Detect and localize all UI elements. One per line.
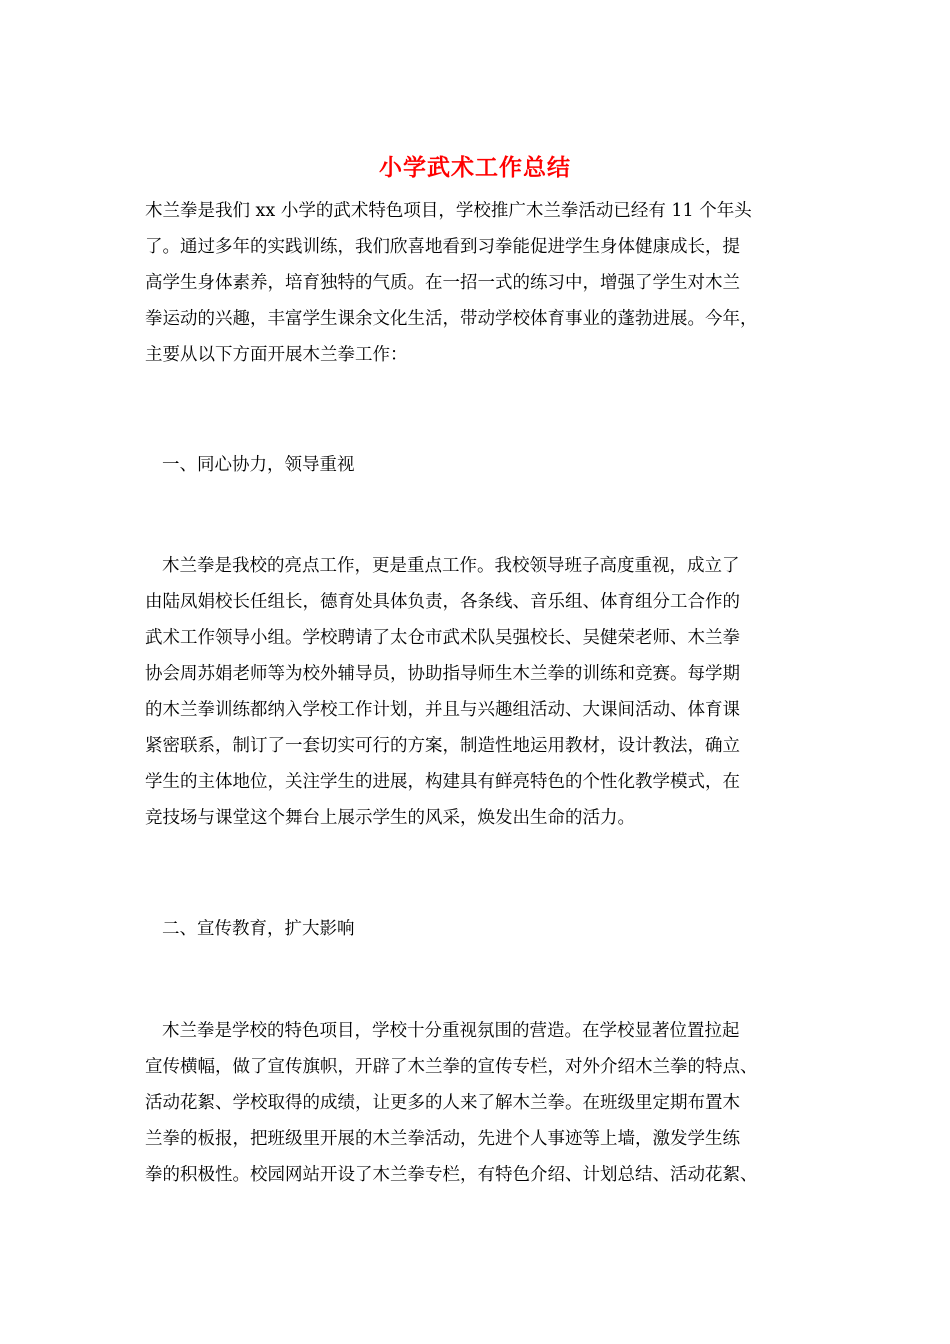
intro-line: 了。通过多年的实践训练，我们欣喜地看到习拳能促进学生身体健康成长，提 (145, 237, 740, 257)
section-heading: 一、同心协力，领导重视 (162, 455, 355, 475)
section1-line: 由陆凤娟校长任组长，德育处具体负责，各条线、音乐组、体育组分工合作的 (145, 592, 740, 612)
intro-line: 拳运动的兴趣，丰富学生课余文化生活，带动学校体育事业的蓬勃进展。今年， (145, 309, 758, 329)
section2-line: 木兰拳是学校的特色项目，学校十分重视氛围的营造。在学校显著位置拉起 (162, 1021, 740, 1041)
intro-line: 高学生身体素养，培育独特的气质。在一招一式的练习中，增强了学生对木兰 (145, 273, 740, 293)
section1-line: 木兰拳是我校的亮点工作，更是重点工作。我校领导班子高度重视，成立了 (162, 556, 740, 576)
section1-line: 的木兰拳训练都纳入学校工作计划，并且与兴趣组活动、大课间活动、体育课 (145, 700, 740, 720)
section2-line: 活动花絮、学校取得的成绩，让更多的人来了解木兰拳。在班级里定期布置木 (145, 1093, 740, 1113)
section1-line: 紧密联系，制订了一套切实可行的方案，制造性地运用教材，设计教法，确立 (145, 736, 740, 756)
section1-line: 学生的主体地位，关注学生的进展，构建具有鲜亮特色的个性化教学模式，在 (145, 772, 740, 792)
section2-line: 兰拳的板报，把班级里开展的木兰拳活动，先进个人事迹等上墙，激发学生练 (145, 1129, 740, 1149)
document-title: 小学武术工作总结 (379, 154, 571, 181)
section1-line: 武术工作领导小组。学校聘请了太仓市武术队吴强校长、吴健荣老师、木兰拳 (145, 628, 740, 648)
section1-line: 协会周苏娟老师等为校外辅导员，协助指导师生木兰拳的训练和竞赛。每学期 (145, 664, 740, 684)
section2-line: 宣传横幅，做了宣传旗帜，开辟了木兰拳的宣传专栏，对外介绍木兰拳的特点、 (145, 1057, 758, 1077)
intro-line: 木兰拳是我们 xx 小学的武术特色项目，学校推广木兰拳活动已经有 11 个年头 (145, 201, 752, 221)
section-heading: 二、宣传教育，扩大影响 (162, 919, 355, 939)
section1-line: 竞技场与课堂这个舞台上展示学生的风采，焕发出生命的活力。 (145, 808, 635, 828)
intro-line: 主要从以下方面开展木兰拳工作： (145, 345, 408, 365)
section2-line: 拳的积极性。校园网站开设了木兰拳专栏，有特色介绍、计划总结、活动花絮、 (145, 1165, 758, 1185)
